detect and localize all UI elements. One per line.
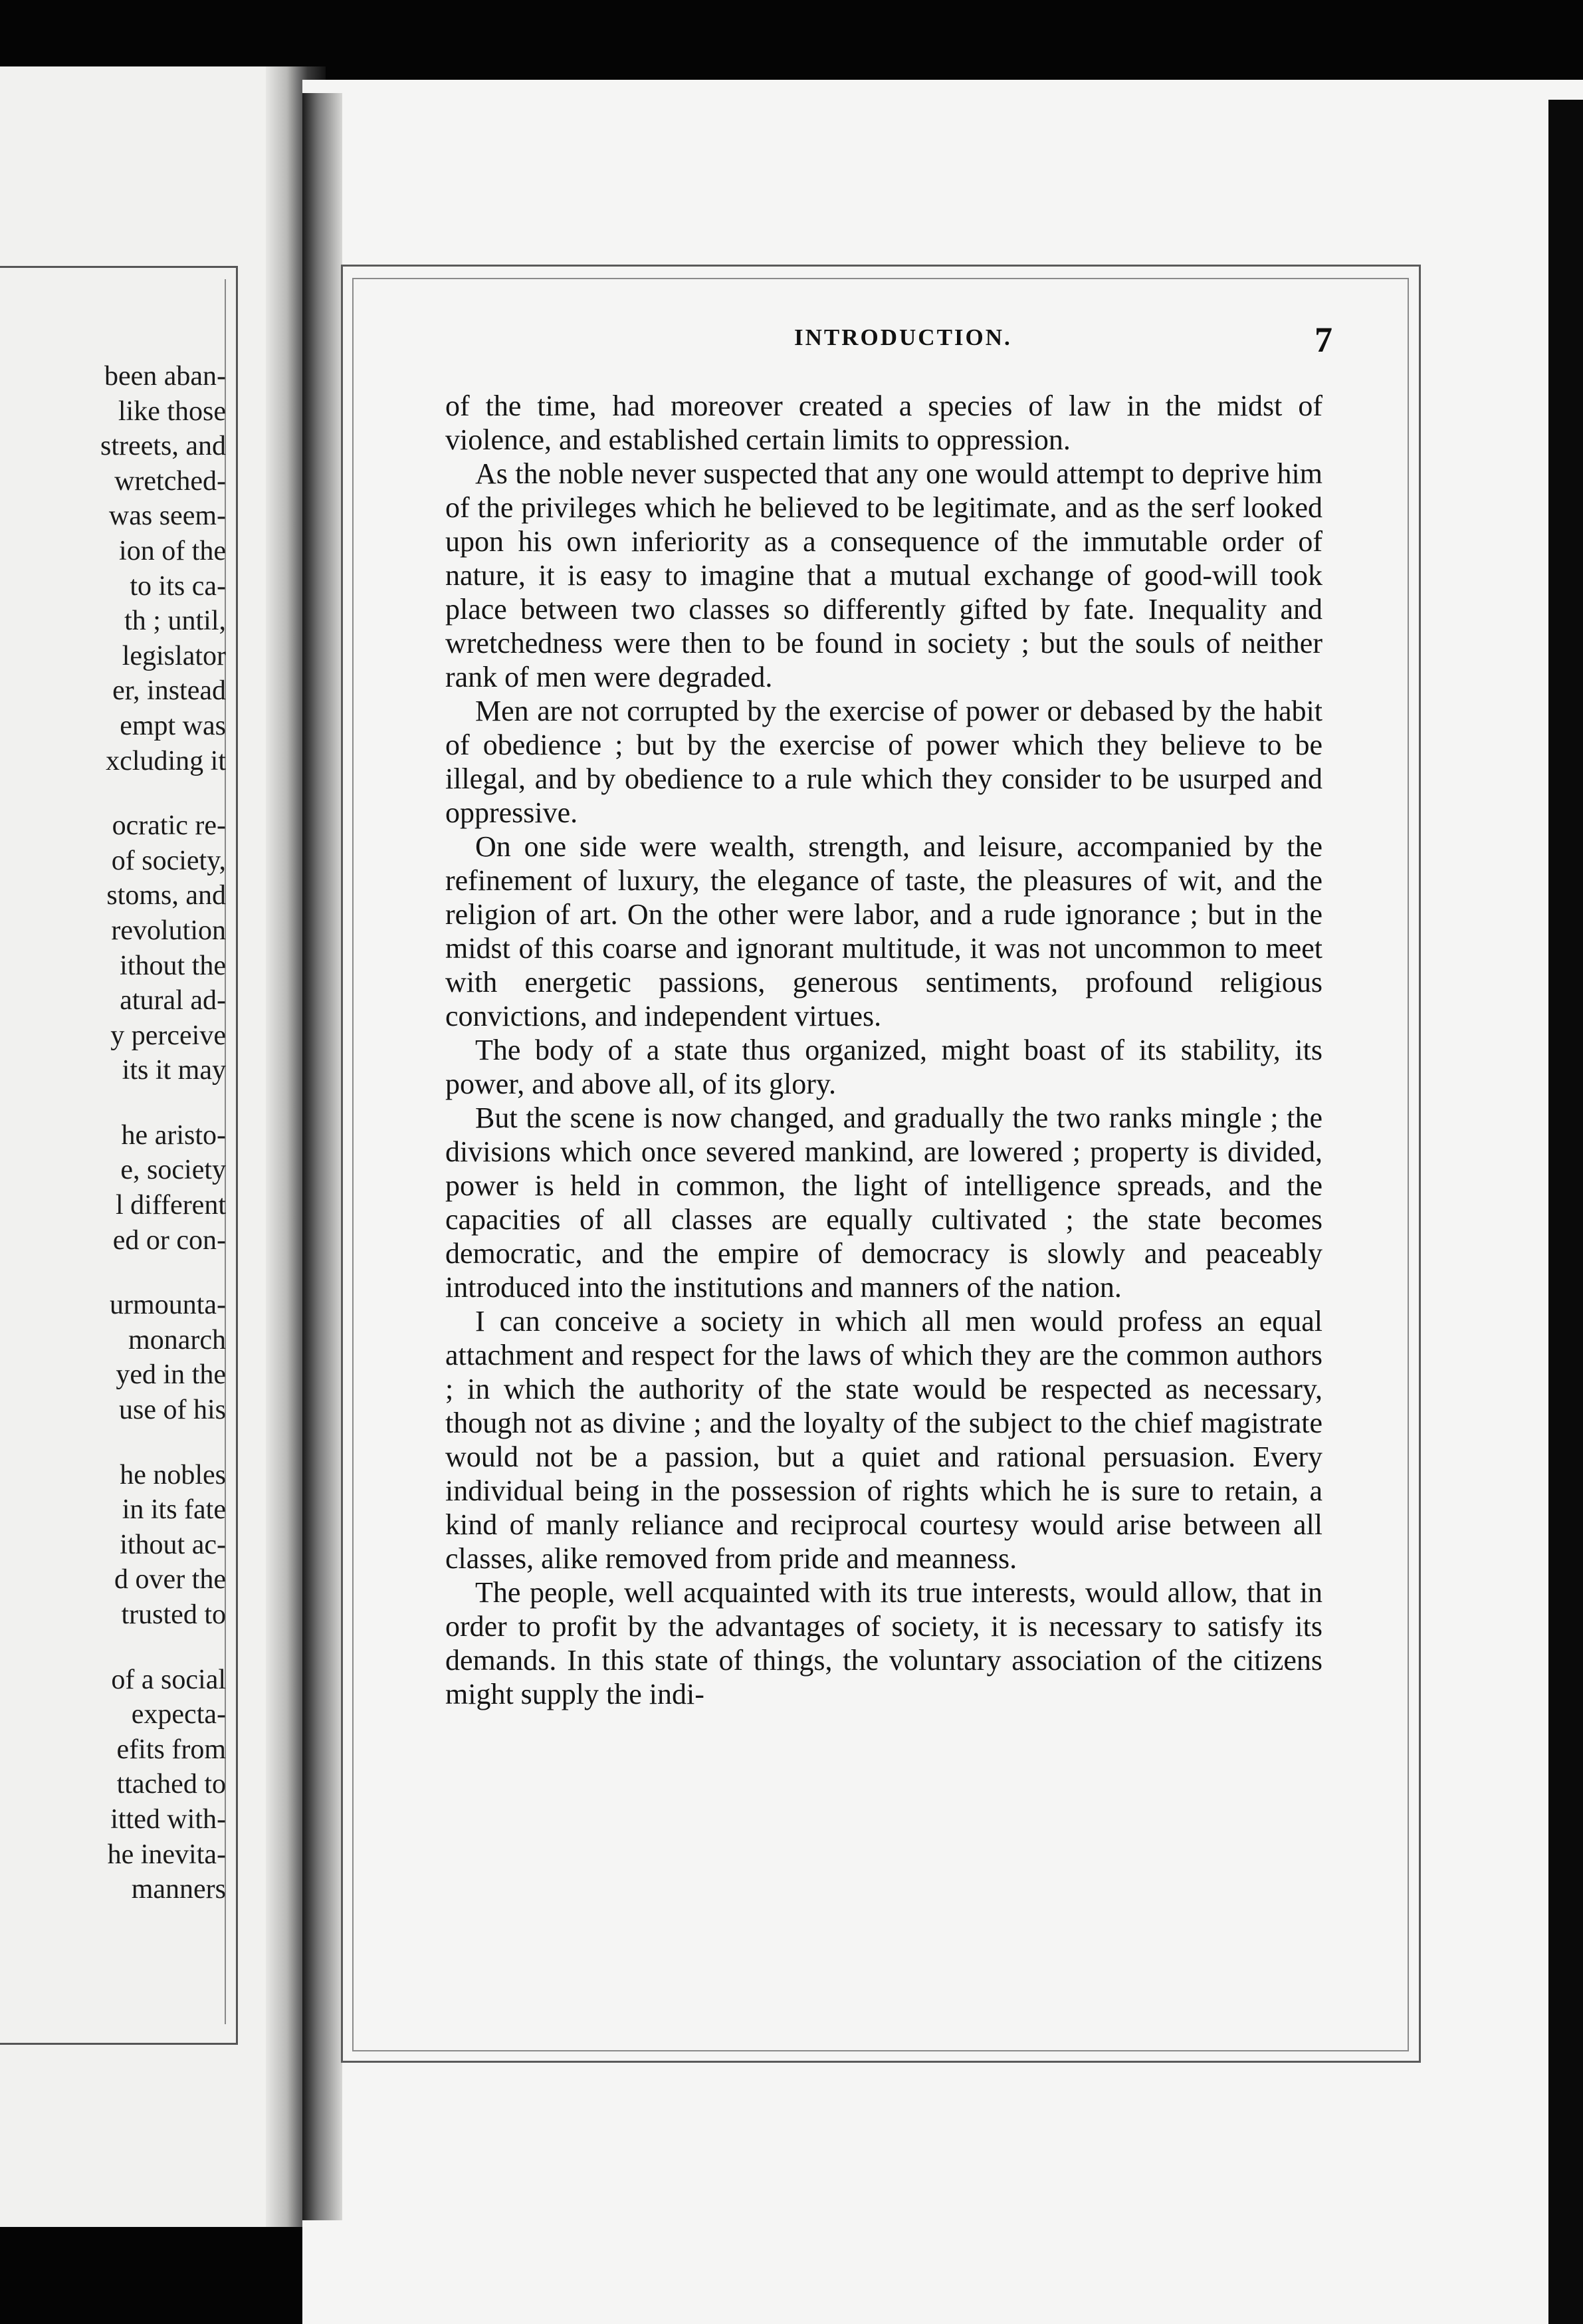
left-page-line: legislator <box>122 640 226 671</box>
left-page-line: to its ca- <box>130 570 226 602</box>
paragraph: Men are not corrupted by the exercise of power or debased by the habit of obedience ; but by the exercise of power which they believe to be illegal, and by obedience to a rule which they consider to be usurped and oppressive. <box>445 695 1322 829</box>
left-page-text <box>0 359 226 1907</box>
left-page-line: he inevita- <box>107 1839 226 1870</box>
left-page-line: e, society <box>120 1155 226 1186</box>
left-page-line: ed or con- <box>112 1224 226 1256</box>
paragraph: The people, well acquainted with its true interests, would allow, that in order to profit by the advantages of society, it is necessary to satisfy its demands. In this state of things, the voluntary association of the citizens might supply the indi- <box>445 1576 1322 1710</box>
left-page-line: itted with- <box>110 1803 226 1835</box>
left-page-line: of society, <box>111 845 226 876</box>
paragraph: of the time, had moreover created a species of law in the midst of violence, and established certain limits to oppression. <box>445 390 1322 456</box>
left-page-line: th ; until, <box>124 606 226 637</box>
left-page-line: was seem- <box>108 501 226 532</box>
left-page-line: ithout ac- <box>120 1529 226 1560</box>
left-page-line: like those <box>118 396 226 427</box>
left-page-line: atural ad- <box>120 985 226 1016</box>
left-page-line: y perceive <box>110 1020 226 1051</box>
left-page-line: ion of the <box>119 535 226 566</box>
left-page-line: expecta- <box>131 1699 226 1730</box>
left-page-gap <box>0 1088 226 1118</box>
right-scan-border <box>1548 100 1583 2324</box>
left-page-line: er, instead <box>112 675 226 707</box>
left-page-gap <box>0 1633 226 1663</box>
left-page-line: empt was <box>120 710 226 741</box>
running-head: INTRODUCTION. <box>794 324 1012 350</box>
paragraph: On one side were wealth, strength, and leisure, accompanied by the refinement of luxury, the elegance of taste, the pleasures of wit, and the religion of art. On the other were labor, and a rude ignorance ; but in the midst of this coarse and ignorant multitude, it was not uncommon to meet with energetic passions, generous sentiments, profound religious convictions, and independent virtues. <box>445 830 1322 1032</box>
left-page-line: revolution <box>111 915 226 946</box>
paragraph: But the scene is now changed, and gradually the two ranks mingle ; the divisions which once severed mankind, are lowered ; property is divided, power is held in common, the light of intelligence spreads, and the capacities of all classes are equally cultivated ; the state becomes democratic, and the empire of democracy is slowly and peaceably introduced into the institutions and manners of the nation. <box>445 1102 1322 1304</box>
left-page-line: d over the <box>114 1564 226 1595</box>
left-page-line: in its fate <box>122 1494 226 1526</box>
left-page-line: he nobles <box>120 1459 226 1490</box>
left-page-gap <box>0 1428 226 1458</box>
left-page-gap <box>0 778 226 808</box>
left-page-line: monarch <box>128 1324 226 1355</box>
left-page-line: efits from <box>116 1734 226 1765</box>
body-text <box>445 389 1322 1711</box>
left-page-line: ocratic re- <box>112 810 226 842</box>
left-page-line: use of his <box>119 1395 226 1426</box>
left-page-line: wretched- <box>114 465 226 497</box>
left-page-line: yed in the <box>116 1359 226 1391</box>
paragraph: The body of a state thus organized, might boast of its stability, its power, and above all, of its glory. <box>445 1034 1322 1100</box>
left-page-line: its it may <box>122 1055 226 1086</box>
left-page-line: manners <box>131 1874 226 1905</box>
left-page-line: trusted to <box>121 1599 226 1630</box>
paragraph: As the noble never suspected that any one would attempt to deprive him of the privileges which he believed to be legitimate, and as the serf looked upon his own inferiority as a consequence of the immutable order of nature, it is easy to imagine that a mutual exchange of good-will took place between two classes so differently gifted by fate. Inequality and wretchedness were then to be found in society ; but the souls of neither rank of men were degraded. <box>445 457 1322 693</box>
left-page-line: ithout the <box>120 950 226 981</box>
left-page-line: xcluding it <box>106 745 226 776</box>
left-page-gap <box>0 1258 226 1288</box>
left-page-line: urmounta- <box>110 1290 226 1321</box>
left-page-line: stoms, and <box>106 880 226 911</box>
paragraph: I can conceive a society in which all men would profess an equal attachment and respect for the laws of which they are the common authors ; in which the authority of the state would be respected as necessary, though not as divine ; and the loyalty of the subject to the chief magistrate would not be a passion, but a quiet and rational persuasion. Every individual being in the possession of rights which he is sure to retain, a kind of manly reliance and reciprocal courtesy would arise between all classes, alike removed from pride and meanness. <box>445 1305 1322 1575</box>
left-page-line: l different <box>116 1190 226 1221</box>
page-edge-shadow <box>302 93 342 2220</box>
left-page-line: he aristo- <box>121 1119 226 1151</box>
left-page-line: ttached to <box>116 1769 226 1800</box>
page-header <box>435 319 1332 359</box>
page-number: 7 <box>1315 320 1332 360</box>
left-page-line: been aban- <box>104 361 226 392</box>
left-page-line: streets, and <box>100 431 226 462</box>
left-page-line: of a social <box>111 1664 226 1695</box>
